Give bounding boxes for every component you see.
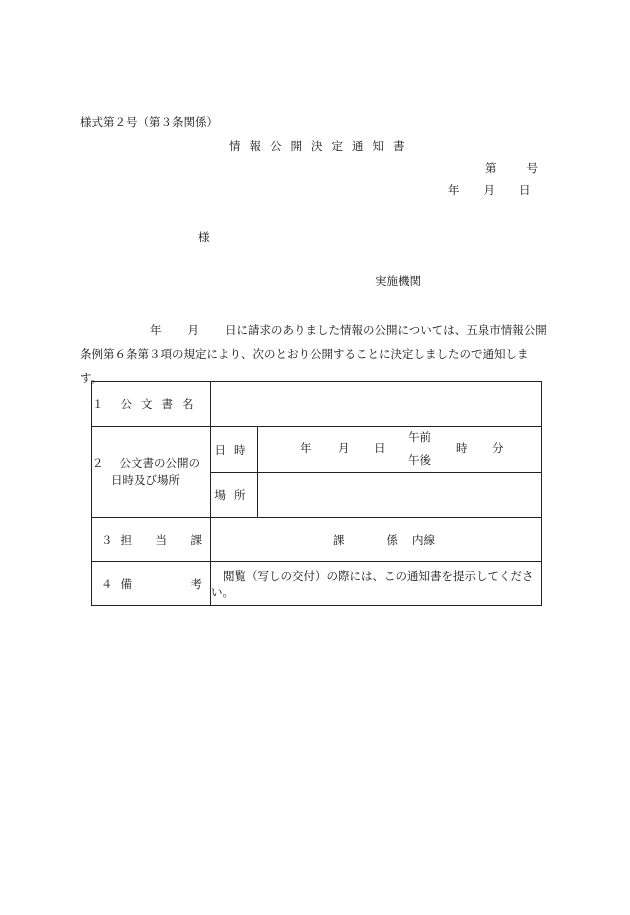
recipient-suffix: 様: [198, 230, 210, 244]
dept-ka: 課: [333, 532, 345, 547]
place-label: 場所: [211, 473, 258, 518]
table-row: [92, 562, 542, 606]
row3-label-b: 当: [155, 532, 167, 547]
dt-minute: 分: [492, 441, 504, 455]
body-year: 年: [150, 323, 162, 337]
row3-num: ３: [101, 532, 113, 547]
dept-kakari: 係: [386, 532, 398, 547]
row3-label: [92, 518, 211, 562]
issue-date: [448, 185, 531, 197]
number-dai: 第: [485, 161, 497, 175]
document-title: 情報公開決定通知書: [229, 139, 414, 153]
dt-pm: 午後: [408, 453, 431, 467]
body-paragraph: [80, 318, 550, 390]
datetime-label: 日時: [211, 427, 258, 473]
body-month: 月: [187, 323, 199, 337]
row4-label: [92, 562, 211, 606]
dt-am: 午前: [408, 430, 431, 444]
document-number: [485, 163, 538, 175]
date-day: 日: [519, 183, 531, 197]
row3-label-c: 課: [190, 532, 202, 547]
dept-naisen: 内線: [412, 532, 435, 547]
row2-label-line2: 日時及び場所: [111, 473, 180, 487]
number-go: 号: [526, 161, 538, 175]
date-month: 月: [483, 183, 495, 197]
row2-label-line1: 公文書の公開の: [119, 456, 200, 470]
row1-label: [92, 382, 211, 427]
table-row: [92, 427, 542, 473]
body-text: 日に請求のありました情報の公開については、五泉市情報公開条例第６条第３項の規定により、次のとおり公開することに決定しましたので通知します。: [80, 323, 547, 385]
agency-label: 実施機関: [375, 274, 421, 288]
notice-table: [91, 381, 542, 606]
place-field[interactable]: [258, 473, 542, 518]
document-name-field[interactable]: [211, 382, 542, 427]
row4-label-a: 備: [120, 576, 132, 591]
dt-year: 年: [300, 441, 312, 455]
remarks-note: 閲覧（写しの交付）の際には、この通知書を提示してください。: [211, 562, 542, 606]
row4-label-b: 考: [190, 576, 202, 591]
dt-month: 月: [338, 441, 350, 455]
row1-label-text: 公文書名: [120, 397, 203, 411]
row1-num: １: [92, 397, 113, 411]
row3-label-a: 担: [120, 532, 132, 547]
department-field[interactable]: [211, 518, 542, 562]
table-row: [92, 382, 542, 427]
row2-label: [92, 427, 211, 518]
dt-hour: 時: [456, 441, 468, 455]
table-row: [92, 518, 542, 562]
dt-day: 日: [374, 441, 386, 455]
row4-num: ４: [101, 576, 113, 591]
datetime-field[interactable]: [258, 427, 542, 473]
form-number-label: 様式第２号（第３条関係）: [80, 115, 218, 129]
row2-num: ２: [92, 456, 104, 470]
date-year: 年: [448, 183, 460, 197]
